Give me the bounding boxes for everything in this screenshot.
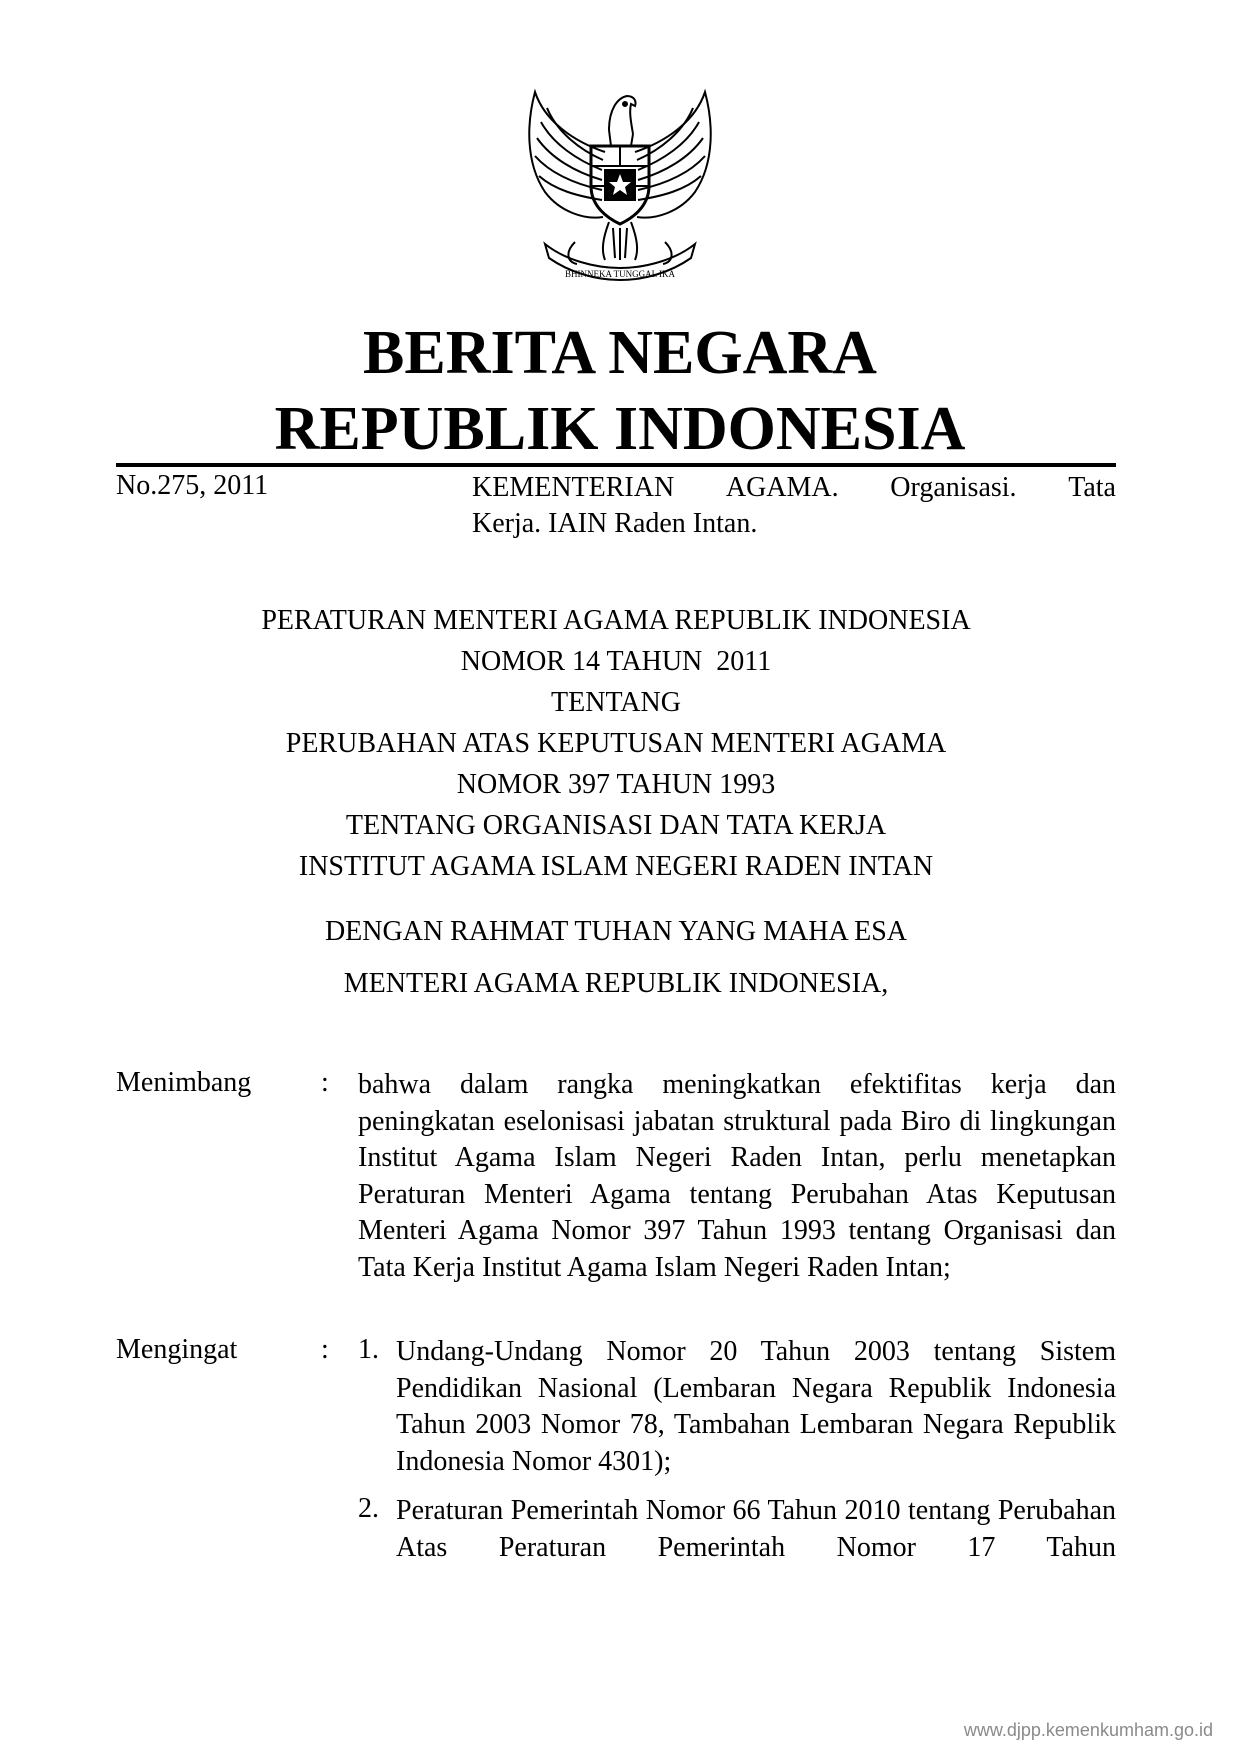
masthead-divider xyxy=(116,463,1116,467)
title-line: TENTANG xyxy=(551,687,681,718)
preamble-line: MENTERI AGAMA REPUBLIK INDONESIA, xyxy=(343,968,889,999)
garuda-emblem-icon xyxy=(505,82,735,297)
title-line: TENTANG ORGANISASI DAN TATA KERJA xyxy=(345,810,887,841)
subject-word: AGAMA. xyxy=(725,472,839,503)
menimbang-label: Menimbang xyxy=(116,1067,252,1098)
mengingat-label: Mengingat xyxy=(116,1334,238,1365)
title-line: PERUBAHAN ATAS KEPUTUSAN MENTERI AGAMA xyxy=(285,728,947,759)
title-line: NOMOR 397 TAHUN 1993 xyxy=(456,769,776,800)
title-line: NOMOR 14 TAHUN 2011 xyxy=(460,646,772,677)
gazette-number: No.275, 2011 xyxy=(116,470,269,501)
menimbang-colon: : xyxy=(321,1067,329,1098)
emblem-motto: BHINNEKA TUNGGAL IKA xyxy=(565,269,675,279)
regulation-title xyxy=(116,600,1116,887)
menimbang-text: bahwa dalam rangka meningkatkan efektifitas kerja dan peningkatan eselonisasi jabatan struktural pada Biro di lingkungan Institut Agama Islam Negeri Raden Intan, perlu menetapkan Peraturan Menteri Agama tentang Perubahan Atas Keputusan Menteri Agama Nomor 397 Tahun 1993 tentang Organisasi dan Tata Kerja Institut Agama Islam Negeri Raden Intan; xyxy=(358,1069,1116,1283)
list-item-text: Undang-Undang Nomor 20 Tahun 2003 tentang Sistem Pendidikan Nasional (Lembaran Negara Republik Indonesia Tahun 2003 Nomor 78, Tambahan Lembaran Negara Republik Indonesia Nomor 4301); xyxy=(396,1336,1116,1477)
masthead-subtitle: REPUBLIK INDONESIA xyxy=(274,395,966,463)
list-item-number: 2. xyxy=(358,1493,379,1524)
mengingat-colon: : xyxy=(321,1334,329,1365)
preamble xyxy=(116,906,1116,1010)
subject-word: KEMENTERIAN xyxy=(472,472,675,503)
gazette-subject xyxy=(472,470,1116,542)
list-item-number: 1. xyxy=(358,1334,379,1365)
preamble-line: DENGAN RAHMAT TUHAN YANG MAHA ESA xyxy=(324,916,908,947)
subject-line-2: Kerja. IAIN Raden Intan. xyxy=(472,508,758,539)
title-line: INSTITUT AGAMA ISLAM NEGERI RADEN INTAN xyxy=(298,851,934,882)
title-line: PERATURAN MENTERI AGAMA REPUBLIK INDONESIA xyxy=(261,605,971,636)
subject-word: Tata xyxy=(1068,472,1116,503)
masthead-title: BERITA NEGARA xyxy=(363,319,877,387)
list-item-text: Peraturan Pemerintah Nomor 66 Tahun 2010 tentang Perubahan Atas Peraturan Pemerintah Nomor 17 Tahun xyxy=(396,1495,1116,1563)
subject-word: Organisasi. xyxy=(890,472,1017,503)
footer-url: www.djpp.kemenkumham.go.id xyxy=(963,1720,1213,1740)
